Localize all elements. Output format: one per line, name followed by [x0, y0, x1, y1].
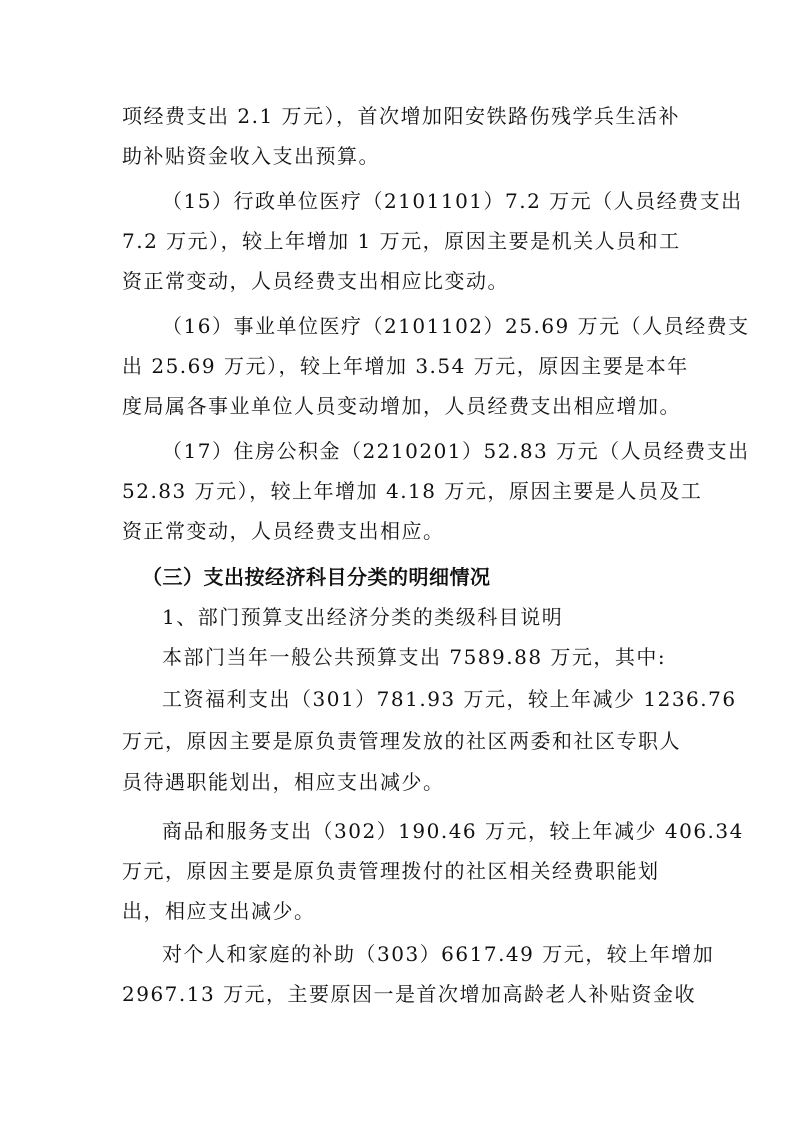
paragraph-line: 助补贴资金收入支出预算。	[122, 144, 380, 168]
paragraph-line: 出 25.69 万元），较上年增加 3.54 万元，原因主要是本年	[122, 354, 689, 378]
paragraph-line: 7.2 万元），较上年增加 1 万元，原因主要是机关人员和工	[122, 229, 681, 253]
paragraph-line: （16）事业单位医疗（2101102）25.69 万元（人员经费支	[162, 314, 750, 338]
paragraph-line: 对个人和家庭的补助（303）6617.49 万元，较上年增加	[162, 942, 715, 966]
paragraph-line: （15）行政单位医疗（2101101）7.2 万元（人员经费支出	[162, 189, 743, 213]
paragraph-line: 出，相应支出减少。	[122, 899, 316, 923]
paragraph-line: 商品和服务支出（302）190.46 万元，较上年减少 406.34	[162, 819, 744, 843]
paragraph-line: 2967.13 万元，主要原因一是首次增加高龄老人补贴资金收	[122, 982, 697, 1006]
paragraph-line: 万元，原因主要是原负责管理拨付的社区相关经费职能划	[122, 859, 660, 883]
paragraph-line: （17）住房公积金（2210201）52.83 万元（人员经费支出	[162, 439, 750, 463]
paragraph-line: 员待遇职能划出，相应支出减少。	[122, 770, 445, 794]
paragraph-line: 项经费支出 2.1 万元），首次增加阳安铁路伤残学兵生活补	[122, 104, 681, 128]
section-heading: （三）支出按经济科目分类的明细情况	[142, 565, 491, 589]
paragraph-line: 工资福利支出（301）781.93 万元，较上年减少 1236.76	[162, 687, 737, 711]
paragraph-line: 资正常变动，人员经费支出相应。	[122, 519, 445, 543]
subsection-heading: 1、部门预算支出经济分类的类级科目说明	[162, 605, 564, 629]
paragraph-line: 本部门当年一般公共预算支出 7589.88 万元，其中:	[162, 645, 667, 669]
paragraph-line: 52.83 万元），较上年增加 4.18 万元，原因主要是人员及工	[122, 479, 703, 503]
paragraph-line: 度局属各事业单位人员变动增加，人员经费支出相应增加。	[122, 394, 681, 418]
paragraph-line: 万元，原因主要是原负责管理发放的社区两委和社区专职人	[122, 729, 681, 753]
paragraph-line: 资正常变动，人员经费支出相应比变动。	[122, 269, 509, 293]
